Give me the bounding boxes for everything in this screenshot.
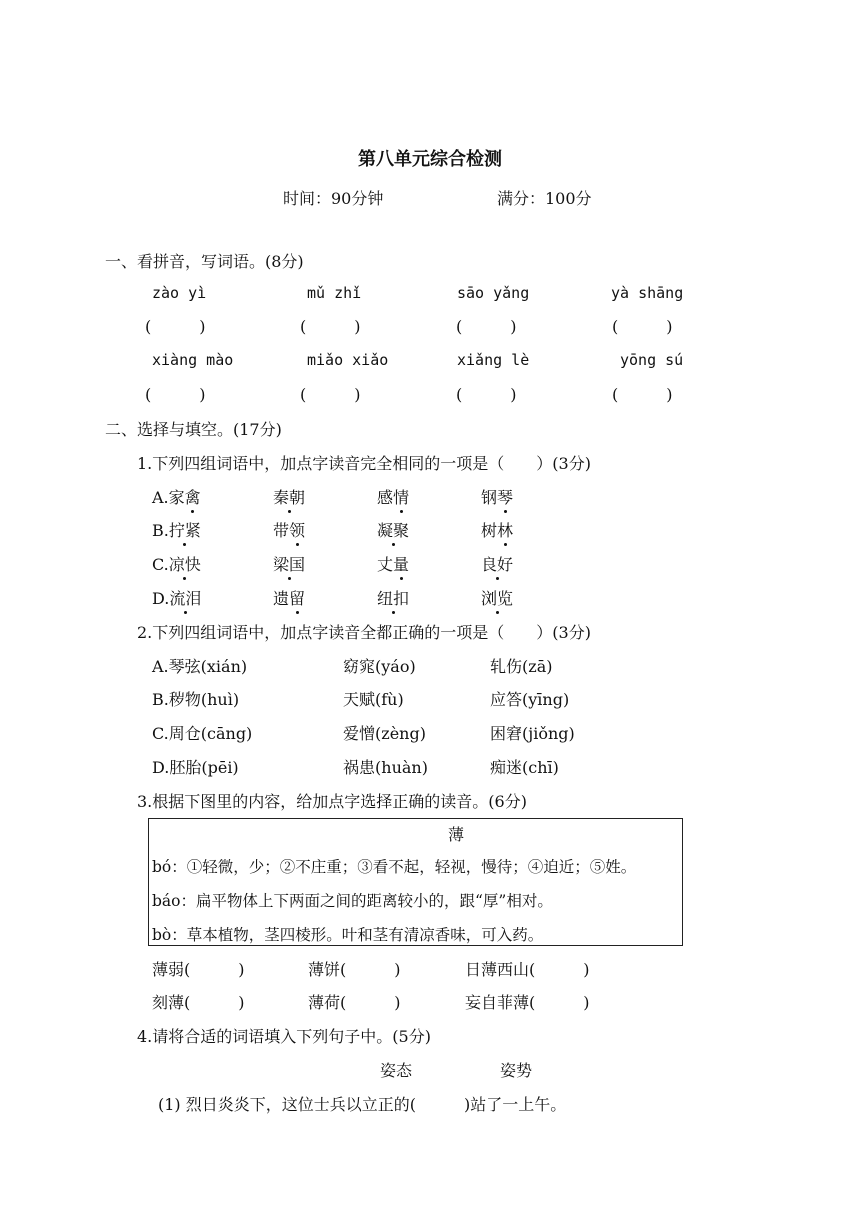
option-word: 丈量 — [377, 552, 409, 575]
word-choice: 姿态 — [380, 1061, 413, 1080]
section-1-heading: 一、看拼音，写词语。(8分) — [105, 252, 304, 271]
option-d: D.胚胎(pēi) — [152, 758, 239, 777]
pinyin-5: xiàng mào — [152, 351, 234, 369]
option-b: B.拧紧 — [152, 518, 201, 541]
option-word: 痴迷(chī) — [490, 758, 559, 777]
option-word: 感情 — [377, 485, 409, 508]
option-word: 树林 — [481, 518, 513, 541]
pinyin-4: yà shāng — [611, 284, 684, 302]
exam-score: 满分：100分 — [497, 189, 592, 208]
answer-blank[interactable]: ( ) — [145, 317, 206, 336]
dictionary-line-bo4: bò：草本植物，茎四棱形。叶和茎有清凉香味，可入药。 — [152, 926, 544, 944]
option-word: 良好 — [481, 552, 513, 575]
option-word: 秦朝 — [273, 485, 305, 508]
pinyin-6: miǎo xiǎo — [307, 351, 389, 369]
option-word: 遗留 — [273, 586, 305, 609]
dictionary-entry-char: 薄 — [448, 825, 465, 844]
option-word: 轧伤(zā) — [490, 657, 553, 676]
answer-blank[interactable]: ( ) — [612, 317, 673, 336]
option-word: 带领 — [273, 518, 305, 541]
question-1-stem: 1.下列四组词语中，加点字读音完全相同的一项是（ ）(3分) — [137, 454, 591, 473]
exam-time: 时间：90分钟 — [283, 189, 384, 208]
answer-blank[interactable]: ( ) — [300, 385, 361, 404]
answer-blank[interactable]: ( ) — [456, 317, 517, 336]
pinyin-3: sāo yǎng — [457, 284, 530, 302]
pinyin-8: yōng sú — [620, 351, 684, 369]
option-word: 梁国 — [273, 552, 305, 575]
word-choice: 姿势 — [500, 1061, 533, 1080]
option-b: B.秽物(huì) — [152, 690, 240, 709]
section-2-heading: 二、选择与填空。(17分) — [105, 420, 282, 439]
option-word: 天赋(fù) — [343, 690, 404, 709]
answer-blank[interactable]: ( ) — [145, 385, 206, 404]
answer-blank[interactable]: ( ) — [300, 317, 361, 336]
option-word: 钢琴 — [481, 485, 513, 508]
option-d: D.流泪 — [152, 586, 201, 609]
option-word: 浏览 — [481, 586, 513, 609]
option-word: 爱憎(zèng) — [343, 724, 426, 743]
option-word: 凝聚 — [377, 518, 409, 541]
pinyin-2: mǔ zhǐ — [307, 284, 362, 302]
page-title: 第八单元综合检测 — [358, 149, 502, 170]
option-c: C.周仓(cāng) — [152, 724, 253, 743]
question-2-stem: 2.下列四组词语中，加点字读音全都正确的一项是（ ）(3分) — [137, 623, 591, 642]
option-word: 窈窕(yáo) — [343, 657, 416, 676]
option-word: 应答(yīng) — [490, 690, 570, 709]
q3-item: 薄弱( ) — [152, 960, 245, 979]
q3-item: 薄荷( ) — [308, 993, 401, 1012]
option-word: 困窘(jiǒng) — [490, 724, 575, 743]
q3-item: 薄饼( ) — [308, 960, 401, 979]
question-3-stem: 3.根据下图里的内容，给加点字选择正确的读音。(6分) — [137, 792, 527, 811]
q3-item: 妄自菲薄( ) — [465, 993, 590, 1012]
answer-blank[interactable]: ( ) — [612, 385, 673, 404]
dictionary-line-bao: báo：扁平物体上下两面之间的距离较小的，跟“厚”相对。 — [152, 892, 553, 910]
pinyin-7: xiǎng lè — [457, 351, 530, 369]
question-4-stem: 4.请将合适的词语填入下列句子中。(5分) — [137, 1027, 431, 1046]
q3-item: 日薄西山( ) — [465, 960, 590, 979]
dictionary-line-bo: bó：①轻微，少；②不庄重；③看不起，轻视，慢待；④迫近；⑤姓。 — [152, 858, 637, 876]
option-c: C.凉快 — [152, 552, 201, 575]
answer-blank[interactable]: ( ) — [456, 385, 517, 404]
pinyin-1: zào yì — [152, 284, 207, 302]
q3-item: 刻薄( ) — [152, 993, 245, 1012]
option-word: 纽扣 — [377, 586, 409, 609]
option-a: A.家禽 — [152, 485, 201, 508]
q4-sentence-1: (1) 烈日炎炎下，这位士兵以立正的( )站了一上午。 — [158, 1095, 567, 1114]
option-word: 祸患(huàn) — [343, 758, 428, 777]
option-a: A.琴弦(xián) — [152, 657, 248, 676]
